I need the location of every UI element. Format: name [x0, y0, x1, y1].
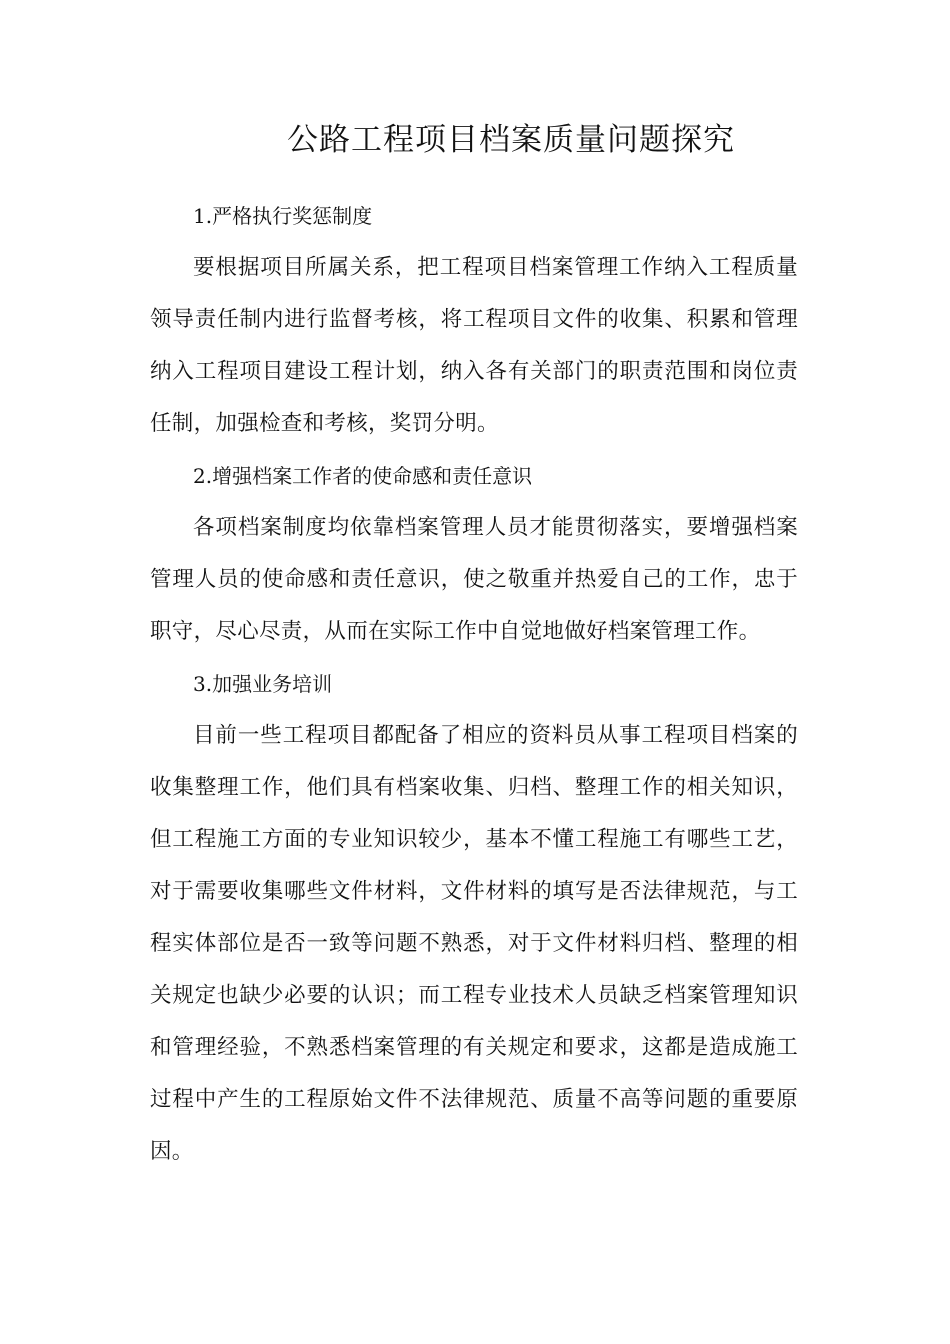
section-2-paragraph: 各项档案制度均依靠档案管理人员才能贯彻落实，要增强档案管理人员的使命感和责任意识，使之敬重并热爱自己的工作，忠于职守，尽心尽责，从而在实际工作中自觉地做好档案管理工作。: [150, 515, 798, 644]
document-title: 公路工程项目档案质量问题探究: [287, 122, 735, 158]
section-1-paragraph: 要根据项目所属关系，把工程项目档案管理工作纳入工程质量领导责任制内进行监督考核，将工程项目文件的收集、积累和管理纳入工程项目建设工程计划，纳入各有关部门的职责范围和岗位责任制，加强检查和考核，奖罚分明。: [150, 255, 798, 436]
section-1-heading: 1.严格执行奖惩制度: [193, 204, 373, 228]
document-body: [150, 190, 798, 1178]
section-2-heading: 2.增强档案工作者的使命感和责任意识: [193, 464, 533, 488]
section-3-paragraph: 目前一些工程项目都配备了相应的资料员从事工程项目档案的收集整理工作，他们具有档案收集、归档、整理工作的相关知识，但工程施工方面的专业知识较少，基本不懂工程施工有哪些工艺，对于需要收集哪些文件材料，文件材料的填写是否法律规范，与工程实体部位是否一致等问题不熟悉，对于文件材料归档、整理的相关规定也缺少必要的认识；而工程专业技术人员缺乏档案管理知识和管理经验，不熟悉档案管理的有关规定和要求，这都是造成施工过程中产生的工程原始文件不法律规范、质量不高等问题的重要原因。: [150, 723, 798, 1164]
section-3-heading: 3.加强业务培训: [193, 672, 333, 696]
